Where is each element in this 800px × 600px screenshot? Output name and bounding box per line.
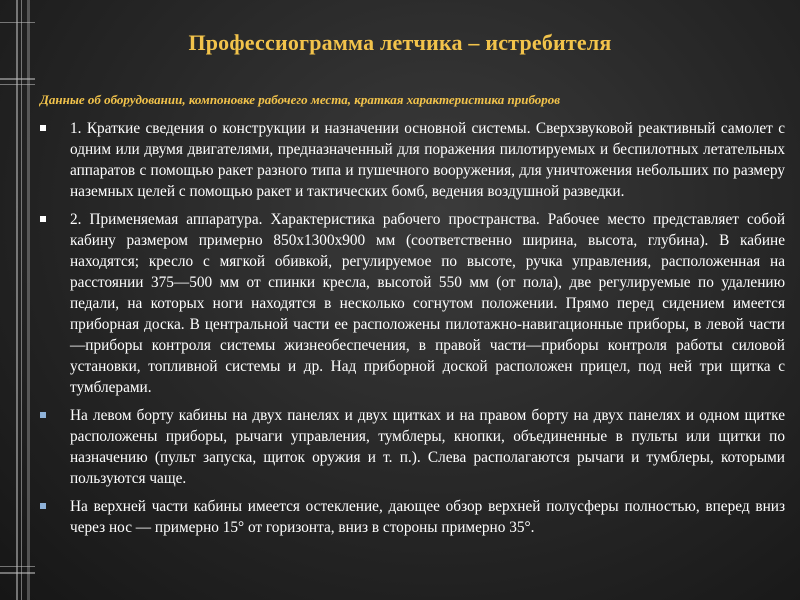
decorative-stripe: [21, 0, 22, 600]
list-item: [40, 209, 785, 398]
list-item-text: 1. Краткие сведения о конструкции и назначении основной системы. Сверхзвуковой реактивный самолет с одним или двумя двигателями, предназначенный для поражения пилотируемых и беспилотных летательных аппаратов с помощью ракет разного типа и пушечного вооружения, для уничтожения небольших по размеру наземных целей с помощью ракет и тактических бомб, ведения воздушной разведки.: [70, 120, 785, 200]
list-item-text: 2. Применяемая аппаратура. Характеристика рабочего пространства. Рабочее место представляет собой кабину размером примерно 850х1300х900 мм (соответственно ширина, высота, глубина). В кабине находятся; кресло с мягкой обивкой, регулируемое по высоте, ручка управления, расположенная на расстоянии 375—500 мм от спинки кресла, высотой 550 мм (от пола), две регулируемые по удалению педали, на которых ноги находятся в несколько согнутом положении. Прямо перед сидением имеется приборная доска. В центральной части ее расположены пилотажно-навигационные приборы, в левой части—приборы контроля системы жизнеобеспечения, в правой части—приборы контроля работы силовой установки, топливной системы и др. Над приборной доской расположен прицел, под ней три щитка с тумблерами.: [70, 211, 785, 396]
decorative-stripe: [0, 566, 35, 567]
list-item: [40, 496, 785, 538]
list-item-text: На верхней части кабины имеется остекление, дающее обзор верхней полусферы полностью, вперед вниз через нос — примерно 15° от горизонта, вниз в стороны примерно 35°.: [70, 498, 785, 536]
bullet-square-icon: [40, 503, 46, 509]
list-item-text: На левом борту кабины на двух панелях и двух щитках и на правом борту на двух панелях и одном щитке расположены приборы, рычаги управления, тумблеры, кнопки, объединенные в пульты или щитки по назначению (пульт запуска, щиток оружия и т. п.). Слева располагаются рычаги и тумблеры, которыми пользуются чаще.: [70, 407, 785, 487]
decorative-stripe: [0, 572, 35, 574]
slide-subtitle: Данные об оборудовании, компоновке рабочего места, краткая характеристика приборов: [40, 92, 561, 107]
bullet-square-icon: [40, 412, 46, 418]
bullet-square-icon: [40, 216, 46, 222]
decorative-stripe: [0, 22, 35, 23]
list-item: [40, 405, 785, 489]
decorative-stripe: [27, 0, 30, 600]
bullet-square-icon: [40, 125, 46, 131]
list-item: [40, 118, 785, 202]
decorative-stripe: [16, 0, 18, 600]
decorative-stripe: [0, 78, 35, 80]
bullet-list: [40, 118, 785, 545]
slide-title: Профессиограмма летчика – истребителя: [188, 30, 612, 55]
decorative-stripe: [0, 84, 35, 85]
